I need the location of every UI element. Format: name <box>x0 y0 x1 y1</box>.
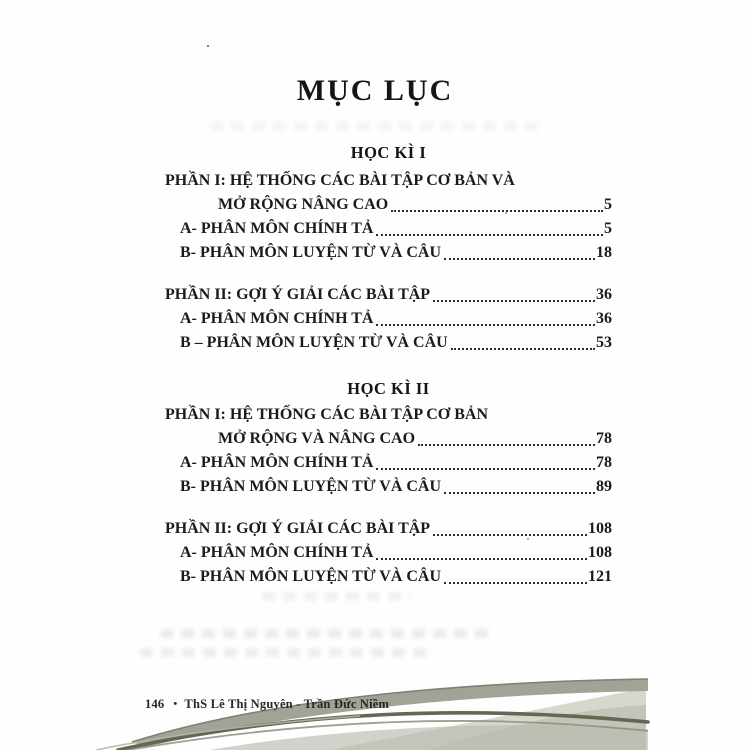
toc-entry <box>165 193 612 217</box>
toc-group <box>165 403 612 499</box>
leader-dots <box>444 492 595 494</box>
swoosh-bottom-fill <box>210 725 648 750</box>
entry-label: B- PHÂN MÔN LUYỆN TỪ VÀ CÂU <box>180 244 442 261</box>
leader-dots <box>418 444 595 446</box>
entry-page: 36 <box>596 286 612 303</box>
entry-label: MỞ RỘNG NÂNG CAO <box>218 196 389 213</box>
toc-entry <box>165 331 612 355</box>
toc-entry <box>165 541 612 565</box>
entry-page: 5 <box>604 196 612 213</box>
scan-speck <box>505 212 507 214</box>
toc-group <box>165 517 612 589</box>
entry-label: A- PHÂN MÔN CHÍNH TẢ <box>180 454 374 471</box>
toc-entry <box>165 403 612 427</box>
toc <box>165 141 612 607</box>
toc-entry <box>165 307 612 331</box>
toc-group <box>165 283 612 355</box>
entry-page: 108 <box>588 520 612 537</box>
scan-speck <box>207 45 209 47</box>
entry-label: B- PHÂN MÔN LUYỆN TỪ VÀ CÂU <box>180 478 442 495</box>
leader-dots <box>376 558 587 560</box>
leader-dots <box>444 582 587 584</box>
leader-dots <box>444 258 595 260</box>
toc-entry <box>165 565 612 589</box>
entry-page: 78 <box>596 430 612 447</box>
entry-page: 5 <box>604 220 612 237</box>
leader-dots <box>391 210 603 212</box>
ghost-text-smudge <box>210 122 540 131</box>
footer-authors: ThS Lê Thị Nguyên - Trần Đức Niềm <box>184 697 390 711</box>
page-footer <box>145 697 389 712</box>
page-title: MỤC LỤC <box>296 74 454 107</box>
leader-dots <box>376 324 595 326</box>
toc-entry <box>165 217 612 241</box>
entry-label: MỞ RỘNG VÀ NÂNG CAO <box>218 430 416 447</box>
footer-page-number: 146 <box>145 697 165 711</box>
entry-page: 36 <box>596 310 612 327</box>
leader-dots <box>451 348 595 350</box>
entry-page: 121 <box>588 568 612 585</box>
entry-label: PHẦN I: HỆ THỐNG CÁC BÀI TẬP CƠ BẢN VÀ <box>165 172 515 189</box>
toc-group <box>165 169 612 265</box>
entry-label: PHẦN II: GỢI Ý GIẢI CÁC BÀI TẬP <box>165 286 431 303</box>
toc-entry <box>165 475 612 499</box>
toc-section-heading: HỌC KÌ I <box>350 143 427 162</box>
leader-dots <box>433 300 595 302</box>
toc-entry <box>165 427 612 451</box>
entry-label: A- PHÂN MÔN CHÍNH TẢ <box>180 220 374 237</box>
entry-page: 108 <box>588 544 612 561</box>
entry-page: 78 <box>596 454 612 471</box>
entry-label: B- PHÂN MÔN LUYỆN TỪ VÀ CÂU <box>180 568 442 585</box>
leader-dots <box>433 534 587 536</box>
toc-entry <box>165 241 612 265</box>
entry-label: A- PHÂN MÔN CHÍNH TẢ <box>180 544 374 561</box>
toc-entry <box>165 283 612 307</box>
entry-page: 89 <box>596 478 612 495</box>
entry-label: A- PHÂN MÔN CHÍNH TẢ <box>180 310 374 327</box>
toc-entry <box>165 169 612 193</box>
entry-label: PHẦN II: GỢI Ý GIẢI CÁC BÀI TẬP <box>165 520 431 537</box>
bullet-icon: • <box>173 698 178 710</box>
ghost-text-smudge <box>262 592 412 601</box>
toc-section-heading: HỌC KÌ II <box>347 379 430 398</box>
scan-speck <box>527 538 529 540</box>
leader-dots <box>376 234 603 236</box>
ghost-text-smudge <box>160 629 490 638</box>
entry-page: 18 <box>596 244 612 261</box>
entry-label: B – PHÂN MÔN LUYỆN TỪ VÀ CÂU <box>180 334 448 351</box>
leader-dots <box>376 468 595 470</box>
entry-label: PHẦN I: HỆ THỐNG CÁC BÀI TẬP CƠ BẢN <box>165 406 488 423</box>
toc-entry <box>165 451 612 475</box>
toc-entry <box>165 517 612 541</box>
entry-page: 53 <box>596 334 612 351</box>
